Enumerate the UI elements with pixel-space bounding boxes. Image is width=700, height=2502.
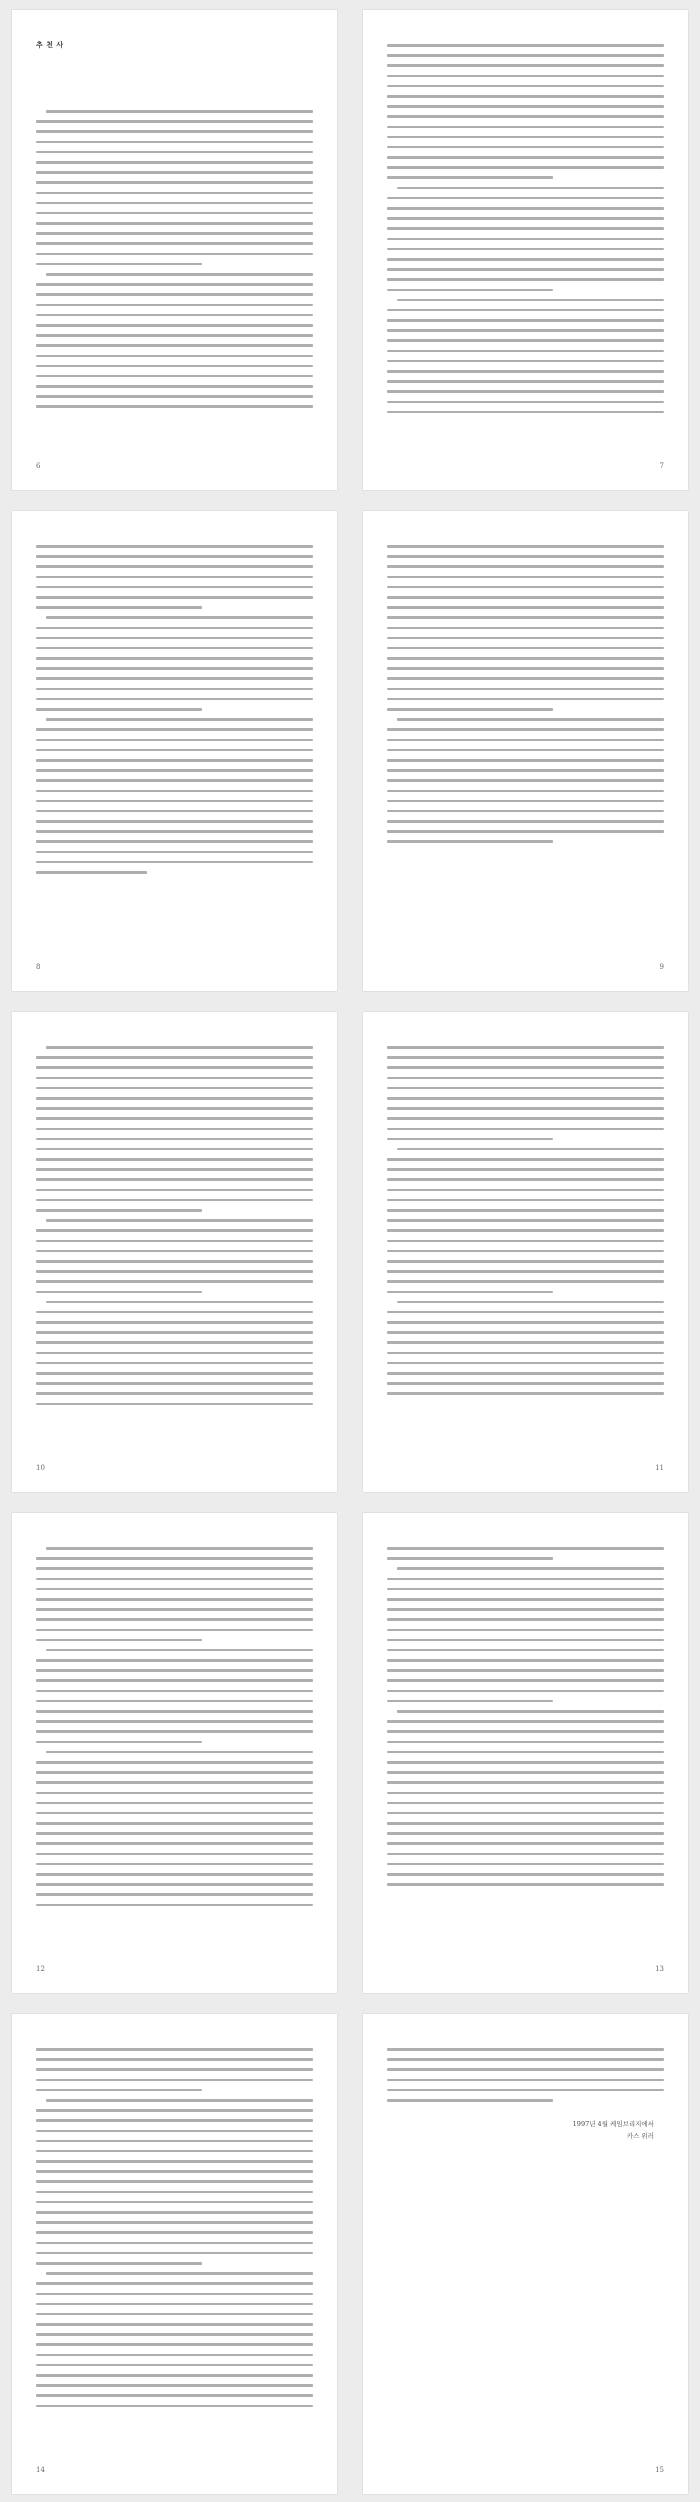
book-page [12, 10, 337, 490]
body-text [36, 2048, 313, 2415]
book-page [363, 10, 688, 490]
body-text [36, 545, 313, 881]
body-text [36, 1046, 313, 1413]
body-text [387, 2048, 664, 2109]
signature-author: 카스 위러 [626, 2132, 654, 2140]
book-page [12, 1012, 337, 1492]
signature-block [573, 2118, 654, 2142]
book-page [363, 511, 688, 991]
body-text [36, 1547, 313, 1914]
page-number: 7 [659, 462, 664, 470]
page-number: 12 [36, 1965, 45, 1973]
book-page [12, 1513, 337, 1993]
book-page [363, 2014, 688, 2494]
page-number: 14 [36, 2466, 45, 2474]
body-text [387, 1046, 664, 1403]
running-head: 추 천 사 [36, 40, 64, 49]
body-text [387, 44, 664, 421]
page-number: 15 [655, 2466, 664, 2474]
page-number: 8 [36, 963, 41, 971]
body-text [387, 545, 664, 851]
page-number: 6 [36, 462, 41, 470]
page-number: 11 [655, 1464, 664, 1472]
page-number: 13 [655, 1965, 664, 1973]
body-text [36, 110, 313, 416]
body-text [387, 1547, 664, 1893]
page-number: 9 [659, 963, 664, 971]
book-page [12, 2014, 337, 2494]
book-page [12, 511, 337, 991]
signature-date: 1997년 4월 케임브리지에서 [572, 2120, 654, 2128]
page-number: 10 [36, 1464, 45, 1472]
book-page [363, 1012, 688, 1492]
book-page [363, 1513, 688, 1993]
